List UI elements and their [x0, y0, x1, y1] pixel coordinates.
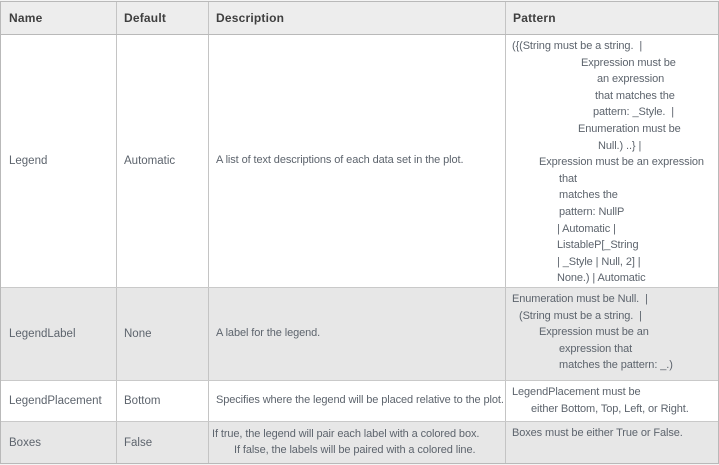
table-row-boxes: [1, 422, 718, 463]
default-cell: False: [117, 422, 209, 463]
options-table: [0, 1, 719, 464]
default-cell: Bottom: [117, 381, 209, 421]
column-header-default: Default: [117, 2, 209, 34]
default-cell: Automatic: [117, 35, 209, 287]
table-row-legendlabel: [1, 288, 718, 381]
table-row-legend: [1, 35, 718, 288]
name-cell: Legend: [1, 35, 117, 287]
column-header-name: Name: [1, 2, 117, 34]
description-cell: A label for the legend.: [209, 288, 506, 380]
description-cell: Specifies where the legend will be placed relative to the plot.: [209, 381, 506, 421]
name-cell: Boxes: [1, 422, 117, 463]
column-header-pattern: Pattern: [513, 11, 556, 25]
table-row-legendplacement: [1, 381, 718, 422]
pattern-cell: LegendPlacement must be either Bottom, Top, Left, or Right.: [512, 386, 689, 415]
name-cell: LegendLabel: [1, 288, 117, 380]
description-cell: A list of text descriptions of each data set in the plot.: [209, 35, 506, 287]
description-cell: If true, the legend will pair each label with a colored box. If false, the labels will be paired with a colored line.: [209, 422, 506, 463]
pattern-cell: Enumeration must be Null. | (String must be a string. | Expression must be an expression that matches the pattern: _.): [512, 293, 673, 372]
table-header-row: [1, 2, 718, 35]
pattern-cell: ({(String must be a string. | Expression must be an expression that matches the pattern: _Style. | Enumeration must be Null.) ..} | Expression must be an expression that matches the pattern: NullP | Automatic | ListableP[_String | _Style | Null, 2] | None.) | Automatic: [512, 40, 704, 285]
column-header-description: Description: [209, 2, 506, 34]
default-cell: None: [117, 288, 209, 380]
name-cell: LegendPlacement: [1, 381, 117, 421]
pattern-cell: Boxes must be either True or False.: [512, 427, 683, 439]
